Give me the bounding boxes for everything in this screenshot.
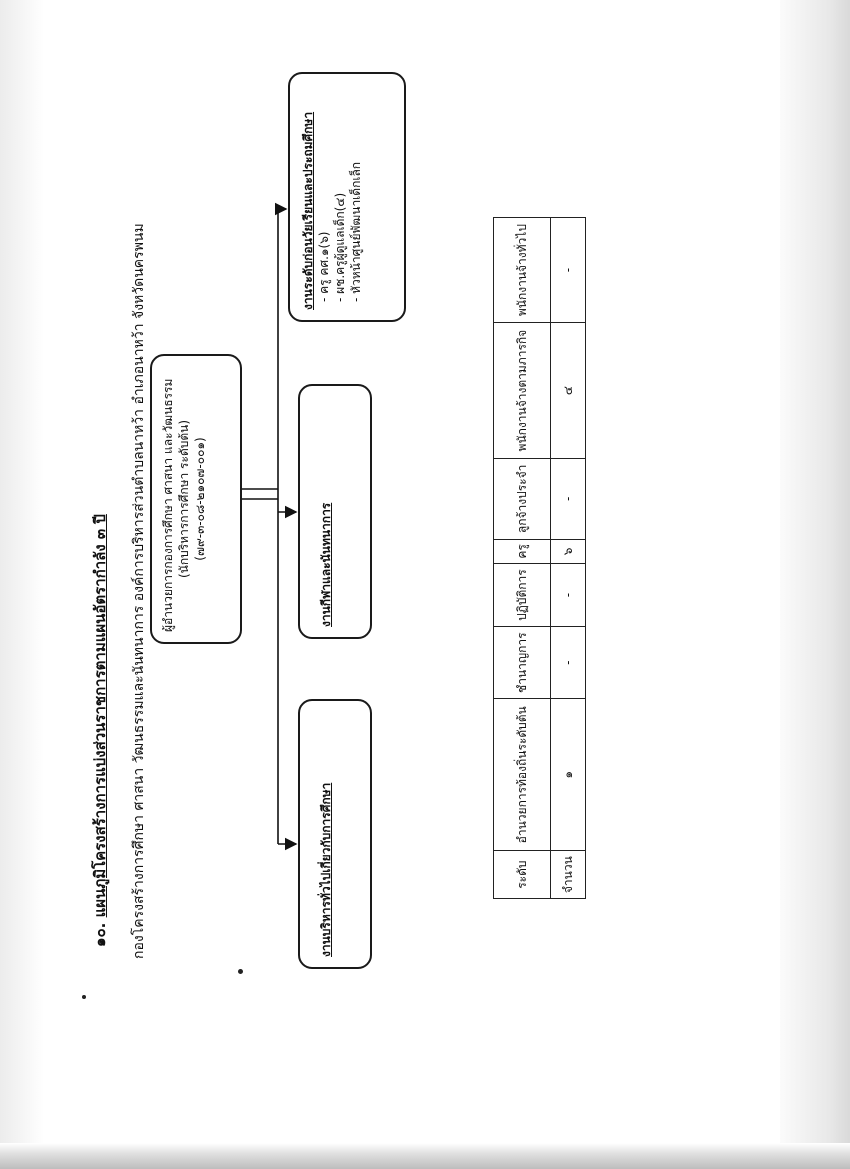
director-box xyxy=(150,354,242,644)
table-header-cell: ครู xyxy=(494,539,551,563)
unit-item: - ครู คศ.๑(๖) xyxy=(317,231,331,302)
staffing-table xyxy=(493,217,586,899)
unit-box-preschool-primary xyxy=(288,72,406,322)
table-cell: - xyxy=(551,627,586,699)
scan-speck xyxy=(238,969,243,974)
table-header-row xyxy=(494,218,551,899)
director-position-code: (๗๙-๓-๐๘-๒๑๐๗-๐๐๑) xyxy=(193,437,207,561)
table-cell: ๔ xyxy=(551,323,586,459)
title-text: แผนภูมิโครงสร้างการแบ่งส่วนราชการตามแผนอัตรากำลัง ๓ ปี xyxy=(91,514,109,918)
table-cell: - xyxy=(551,218,586,323)
unit-box-sports-recreation xyxy=(298,384,372,639)
unit-box-general-admin xyxy=(298,699,372,969)
table-header-cell: ลูกจ้างประจำ xyxy=(494,459,551,540)
table-row xyxy=(551,218,586,899)
table-header-cell: พนักงานจ้างทั่วไป xyxy=(494,218,551,323)
table-row-label: จำนวน xyxy=(551,851,586,899)
unit-label: งานบริหารทั่วไปเกี่ยวกับการศึกษา xyxy=(319,782,333,957)
table-header-cell: อำนวยการท้องถิ่นระดับต้น xyxy=(494,699,551,851)
table-cell: - xyxy=(551,459,586,540)
table-cell: ๖ xyxy=(551,539,586,563)
unit-label: งานระดับก่อนวัยเรียนและประถมศึกษา xyxy=(301,111,315,310)
document-subtitle: กองโครงสร้างการศึกษา ศาสนา วัฒนธรรมและนันทนาการ องค์การบริหารส่วนตำบลนาหว้า อำเภอนาหว้า จังหวัดนครพนม xyxy=(131,223,147,959)
director-title: ผู้อำนวยการกองการศึกษา ศาสนา และวัฒนธรรม xyxy=(161,378,175,632)
table-header-cell: ระดับ xyxy=(494,851,551,899)
table-header-cell: ปฏิบัติการ xyxy=(494,564,551,627)
unit-item: - หัวหน้าศูนย์พัฒนาเด็กเล็ก xyxy=(349,161,363,302)
title-number: ๑๐. xyxy=(91,922,109,947)
table-header-cell: ชำนาญการ xyxy=(494,627,551,699)
table-header-cell: พนักงานจ้างตามภารกิจ xyxy=(494,323,551,459)
unit-label: งานกีฬาและนันทนาการ xyxy=(319,502,333,627)
unit-item: - ผช.ครูผู้ดูแลเด็ก(๔) xyxy=(333,192,347,302)
scan-speck xyxy=(82,995,86,999)
director-position: (นักบริหารการศึกษา ระดับต้น) xyxy=(177,419,191,579)
table-cell: - xyxy=(551,564,586,627)
table-cell: ๑ xyxy=(551,699,586,851)
